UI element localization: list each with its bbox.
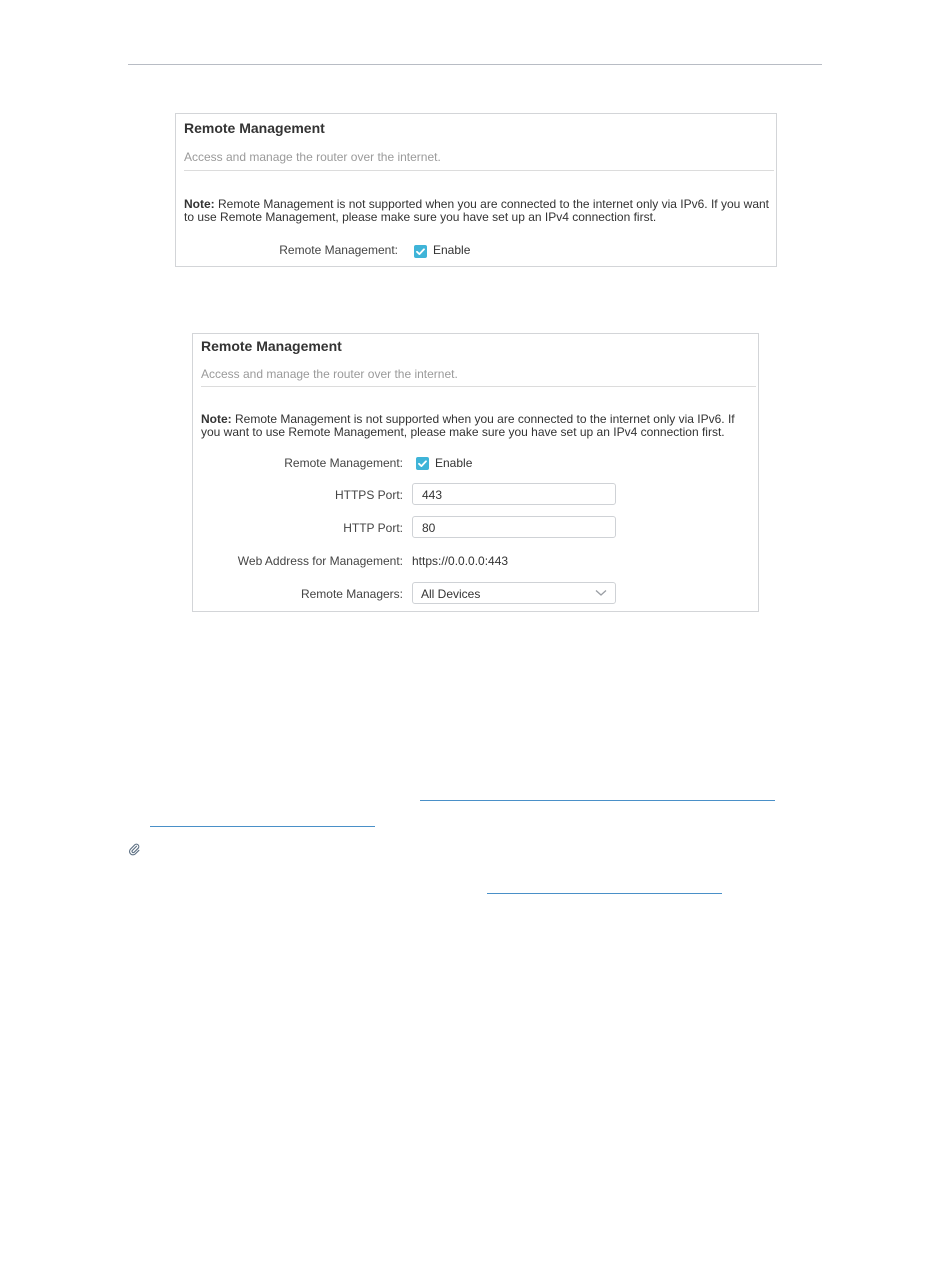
panel-title: Remote Management <box>201 338 342 354</box>
remote-managers-value: All Devices <box>421 587 481 601</box>
remote-managers-label: Remote Managers: <box>300 587 403 601</box>
remote-management-panel-expanded <box>192 333 759 612</box>
note-label: Note: <box>201 412 232 426</box>
remote-management-label: Remote Management: <box>284 456 403 470</box>
link-underline[interactable] <box>150 826 375 827</box>
note-text: Remote Management is not supported when you are connected to the internet only via IPv6. If you want to use Remote Management, please make sure you have set up an IPv4 connection first. <box>184 197 769 224</box>
https-port-input[interactable] <box>412 483 616 505</box>
panel-divider <box>201 386 756 387</box>
web-address-value: https://0.0.0.0:443 <box>412 554 509 568</box>
panel-description: Access and manage the router over the internet. <box>201 367 458 381</box>
note-text: Remote Management is not supported when you are connected to the internet only via IPv6. If you want to use Remote Management, please make sure you have set up an IPv4 connection first. <box>201 412 735 439</box>
http-port-input[interactable] <box>412 516 616 538</box>
http-port-value: 80 <box>422 521 436 535</box>
web-address-label: Web Address for Management: <box>237 554 403 568</box>
remote-managers-select[interactable] <box>412 582 616 604</box>
remote-management-enable-checkbox[interactable] <box>414 245 427 258</box>
remote-management-label: Remote Management: <box>279 243 398 257</box>
http-port-label: HTTP Port: <box>343 521 403 535</box>
panel-title: Remote Management <box>184 120 325 136</box>
link-underline[interactable] <box>487 893 722 894</box>
page-header-rule <box>128 64 822 65</box>
panel-description: Access and manage the router over the internet. <box>184 150 441 164</box>
link-underline[interactable] <box>420 800 775 801</box>
note-label: Note: <box>184 197 215 211</box>
chevron-down-icon <box>595 589 607 597</box>
https-port-value: 443 <box>422 488 443 502</box>
panel-note <box>184 198 772 224</box>
https-port-label: HTTPS Port: <box>334 488 403 502</box>
panel-note <box>201 413 756 439</box>
enable-label: Enable <box>433 243 471 257</box>
checkmark-icon <box>416 457 429 470</box>
remote-management-enable-checkbox[interactable] <box>416 457 429 470</box>
paperclip-icon <box>128 843 140 856</box>
enable-label: Enable <box>435 456 473 470</box>
checkmark-icon <box>414 245 427 258</box>
panel-divider <box>184 170 774 171</box>
remote-management-panel-basic <box>175 113 777 267</box>
